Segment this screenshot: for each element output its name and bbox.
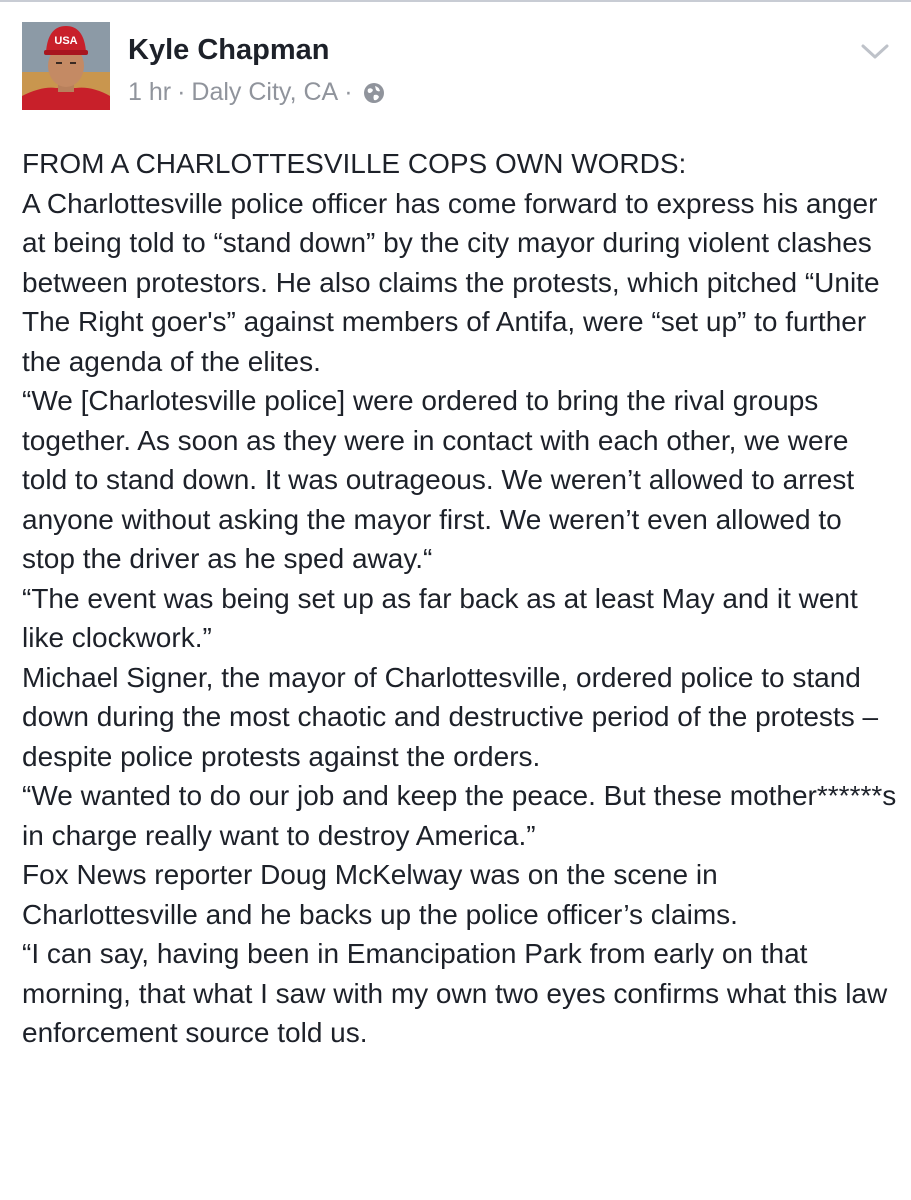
post-time[interactable]: 1 hr <box>128 78 172 106</box>
post-meta <box>128 78 385 107</box>
post-paragraph: Michael Signer, the mayor of Charlottesville, ordered police to stand down during the most chaotic and destructive period of the protests – despite police protests against the orders. <box>22 661 879 772</box>
post-paragraph: Fox News reporter Doug McKelway was on the scene in Charlottesville and he backs up the police officer’s claims. <box>22 859 738 930</box>
post-paragraph: A Charlottesville police officer has come forward to express his anger at being told to “stand down” by the city mayor during violent clashes between protestors. He also claims the protests, which pitched “Unite The Right goer's” against members of Antifa, were “set up” to further the agenda of the elites. <box>22 187 880 377</box>
post-header <box>22 22 892 112</box>
post-paragraph: “I can say, having been in Emancipation Park from early on that morning, that what I saw with my own two eyes confirms what this law enforcement source told us. <box>22 938 888 1048</box>
chevron-down-icon[interactable] <box>860 42 890 62</box>
meta-separator: · <box>177 78 186 106</box>
meta-separator: · <box>344 78 353 106</box>
post-paragraph: “We [Charlotesville police] were ordered to bring the rival groups together. As soon as they were in contact with each other, we were told to stand down. It was outrageous. We weren’t allowed to arrest anyone without asking the mayor first. We weren’t even allowed to stop the driver as he sped away.“ <box>22 385 855 574</box>
post-paragraph: FROM A CHARLOTTESVILLE COPS OWN WORDS: <box>22 148 687 179</box>
post-text <box>22 144 897 1053</box>
avatar-hat-text: USA <box>54 35 78 47</box>
post-paragraph: “The event was being set up as far back as at least May and it went like clockwork.” <box>22 582 858 653</box>
author-name[interactable]: Kyle Chapman <box>128 34 330 66</box>
avatar[interactable] <box>22 22 110 110</box>
top-divider <box>0 0 911 2</box>
globe-icon[interactable] <box>363 82 385 104</box>
post-location[interactable]: Daly City, CA <box>191 78 339 106</box>
post-paragraph: “We wanted to do our job and keep the peace. But these mother******s in charge really want to destroy America.” <box>22 780 897 851</box>
